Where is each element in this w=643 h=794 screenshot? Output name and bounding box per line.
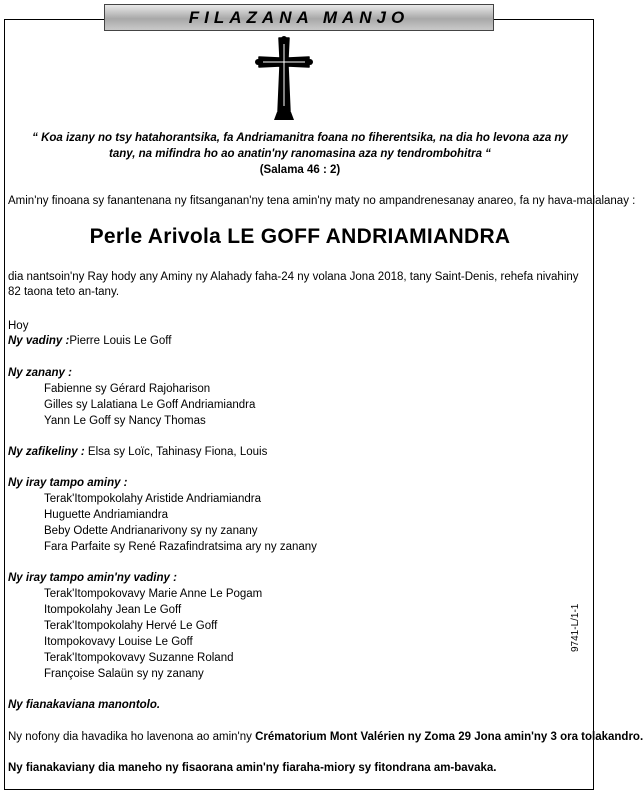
funeral-details bbox=[8, 730, 643, 745]
death-notice: dia nantsoin'ny Ray hody any Aminy ny Alahady faha-24 ny volana Jona 2018, tany Saint-Denis, rehefa nivahiny 82 taona teto an-tany. bbox=[8, 271, 579, 298]
extended-family: Ny fianakaviana manontolo. bbox=[8, 699, 161, 711]
spouse-value: Pierre Louis Le Goff bbox=[69, 335, 172, 347]
spouse-family-label: Ny iray tampo amin'ny vadiny : bbox=[8, 572, 177, 584]
bible-quote bbox=[20, 130, 580, 178]
intro-text: Amin'ny finoana sy fanantenana ny fitsanganan'ny tena amin'ny maty no ampandrenesanay anareo, fa ny hava-malalanay : bbox=[8, 195, 636, 207]
list-item: Terak'Itompokolahy Aristide Andriamiandra bbox=[44, 493, 261, 505]
list-item: Beby Odette Andrianarivony sy ny zanany bbox=[44, 525, 258, 537]
children-label: Ny zanany : bbox=[8, 367, 72, 379]
deceased-name: Perle Arivola LE GOFF ANDRIAMIANDRA bbox=[89, 225, 511, 248]
cross-icon bbox=[255, 36, 313, 122]
list-item: Itompokolahy Jean Le Goff bbox=[44, 604, 182, 616]
own-family-label: Ny iray tampo aminy : bbox=[8, 477, 128, 489]
quote-reference: (Salama 46 : 2) bbox=[259, 164, 341, 176]
funeral-venue-time: Crématorium Mont Valérien ny Zoma 29 Jona amin'ny 3 ora tolakandro. bbox=[255, 731, 643, 743]
grandchildren-line bbox=[8, 445, 267, 460]
list-item: Itompokovavy Louise Le Goff bbox=[44, 636, 193, 648]
list-item: Fara Parfaite sy René Razafindratsima ary ny zanany bbox=[44, 541, 317, 553]
reference-code: 9741-L/1-1 bbox=[570, 603, 581, 652]
list-item: Gilles sy Lalatiana Le Goff Andriamiandra bbox=[44, 399, 256, 411]
funeral-prefix: Ny nofony dia havadika ho lavenona ao amin'ny bbox=[8, 731, 256, 743]
hoy-text: Hoy bbox=[8, 320, 29, 332]
list-item: Yann Le Goff sy Nancy Thomas bbox=[44, 415, 206, 427]
list-item: Terak'Itompokovavy Marie Anne Le Pogam bbox=[44, 588, 263, 600]
spouse-line bbox=[8, 334, 171, 349]
list-item: Huguette Andriamiandra bbox=[44, 509, 169, 521]
spouse-label: Ny vadiny : bbox=[8, 335, 70, 347]
list-item: Terak'Itompokolahy Hervé Le Goff bbox=[44, 620, 218, 632]
header-title: FILAZANA MANJO bbox=[188, 7, 410, 27]
closing-thanks: Ny fianakaviany dia maneho ny fisaorana amin'ny fiaraha-miory sy fitondrana am-bavaka. bbox=[8, 762, 497, 774]
quote-text: “ Koa izany no tsy hatahorantsika, fa Andriamanitra foana no fiherentsika, na dia ho levona aza ny tany, na mifindra ho ao anatin'ny ranomasina aza ny tendrombohitra “ bbox=[32, 132, 568, 160]
header-banner bbox=[104, 4, 494, 31]
list-item: Fabienne sy Gérard Rajoharison bbox=[44, 383, 211, 395]
grandchildren-label: Ny zafikeliny : bbox=[8, 446, 85, 458]
list-item: Françoise Salaün sy ny zanany bbox=[44, 668, 204, 680]
list-item: Terak'Itompokovavy Suzanne Roland bbox=[44, 652, 234, 664]
grandchildren-value: Elsa sy Loïc, Tahinasy Fiona, Louis bbox=[87, 446, 268, 458]
